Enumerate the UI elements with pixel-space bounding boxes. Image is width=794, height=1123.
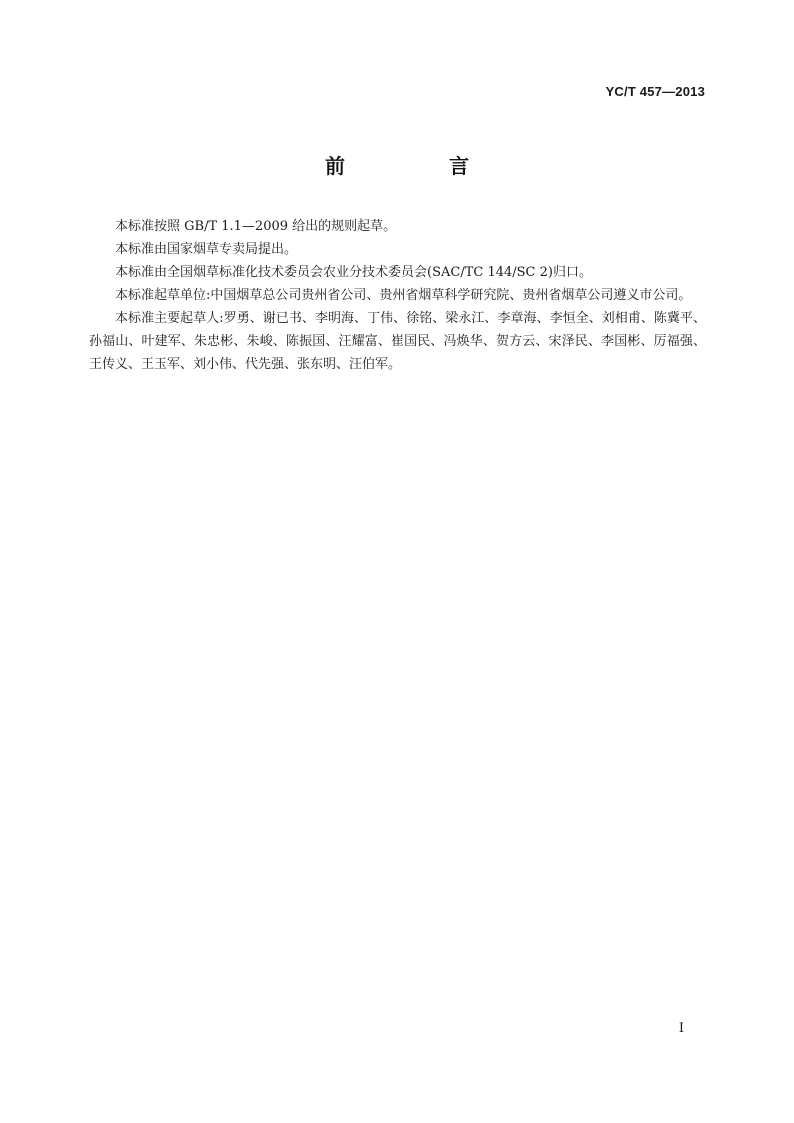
foreword-body (89, 215, 706, 376)
paragraph-committee: 本标准由全国烟草标准化技术委员会农业分技术委员会(SAC/TC 144/SC 2)归口。 (115, 265, 592, 280)
page-title: 前 言 (325, 154, 511, 178)
page-number: I (678, 1021, 684, 1036)
paragraph-drafters: 本标准主要起草人:罗勇、谢已书、李明海、丁伟、徐铭、梁永江、李章海、李恒全、刘相甫、陈冀平、孙福山、叶建军、朱忠彬、朱峻、陈振国、汪耀富、崔国民、冯焕华、贺方云、宋泽民、李国彬、厉福强、王传义、王玉军、刘小伟、代先强、张东明、汪伯军。 (89, 311, 706, 372)
standard-code: YC/T 457—2013 (605, 84, 705, 99)
paragraph-drafting-rules: 本标准按照 GB/T 1.1—2009 给出的规则起草。 (115, 219, 397, 234)
paragraph-proposer: 本标准由国家烟草专卖局提出。 (115, 242, 298, 257)
paragraph-drafting-units: 本标准起草单位:中国烟草总公司贵州省公司、贵州省烟草科学研究院、贵州省烟草公司遵义市公司。 (115, 288, 692, 303)
